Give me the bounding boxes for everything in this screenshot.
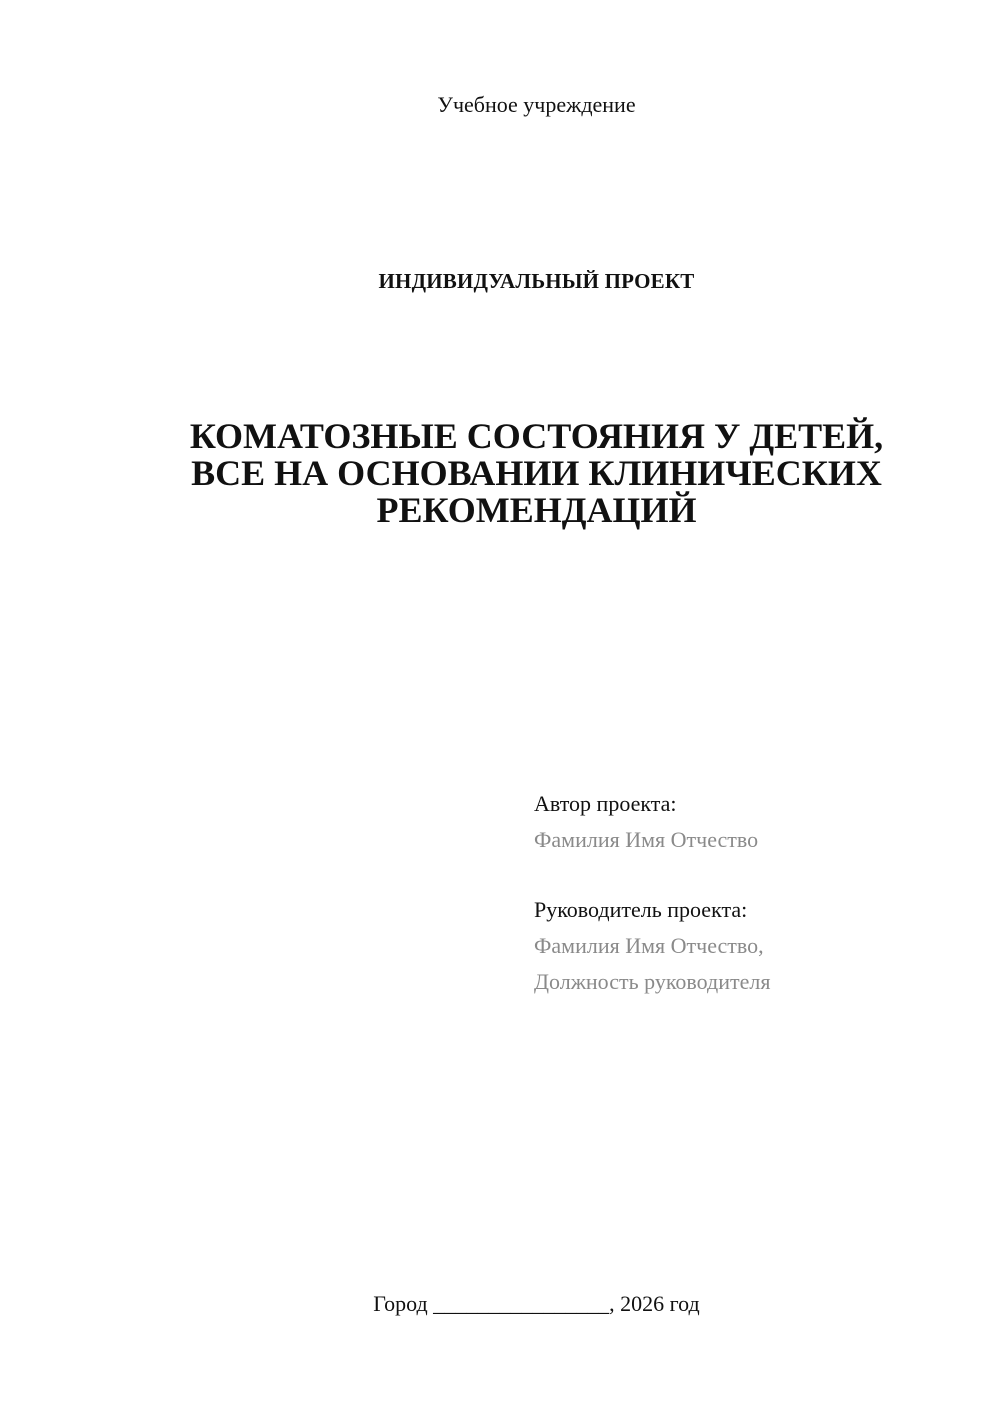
document-type: ИНДИВИДУАЛЬНЫЙ ПРОЕКТ	[378, 269, 695, 293]
supervisor-label: Руководитель проекта:	[534, 897, 748, 922]
project-title-line-1: КОМАТОЗНЫЕ СОСТОЯНИЯ У ДЕТЕЙ,	[189, 416, 884, 456]
project-title-line-2: ВСЕ НА ОСНОВАНИИ КЛИНИЧЕСКИХ	[191, 453, 882, 493]
city-year-footer: Город ________________, 2026 год	[373, 1291, 700, 1316]
authors-block	[534, 786, 974, 1000]
author-label: Автор проекта:	[534, 791, 677, 816]
institution-name: Учебное учреждение	[437, 92, 636, 117]
supervisor-name: Фамилия Имя Отчество,	[534, 933, 764, 958]
project-title	[73, 418, 1000, 529]
project-title-line-3: РЕКОМЕНДАЦИЙ	[376, 490, 697, 530]
authors-spacer	[534, 858, 974, 892]
author-name: Фамилия Имя Отчество	[534, 827, 759, 852]
supervisor-position: Должность руководителя	[534, 969, 771, 994]
